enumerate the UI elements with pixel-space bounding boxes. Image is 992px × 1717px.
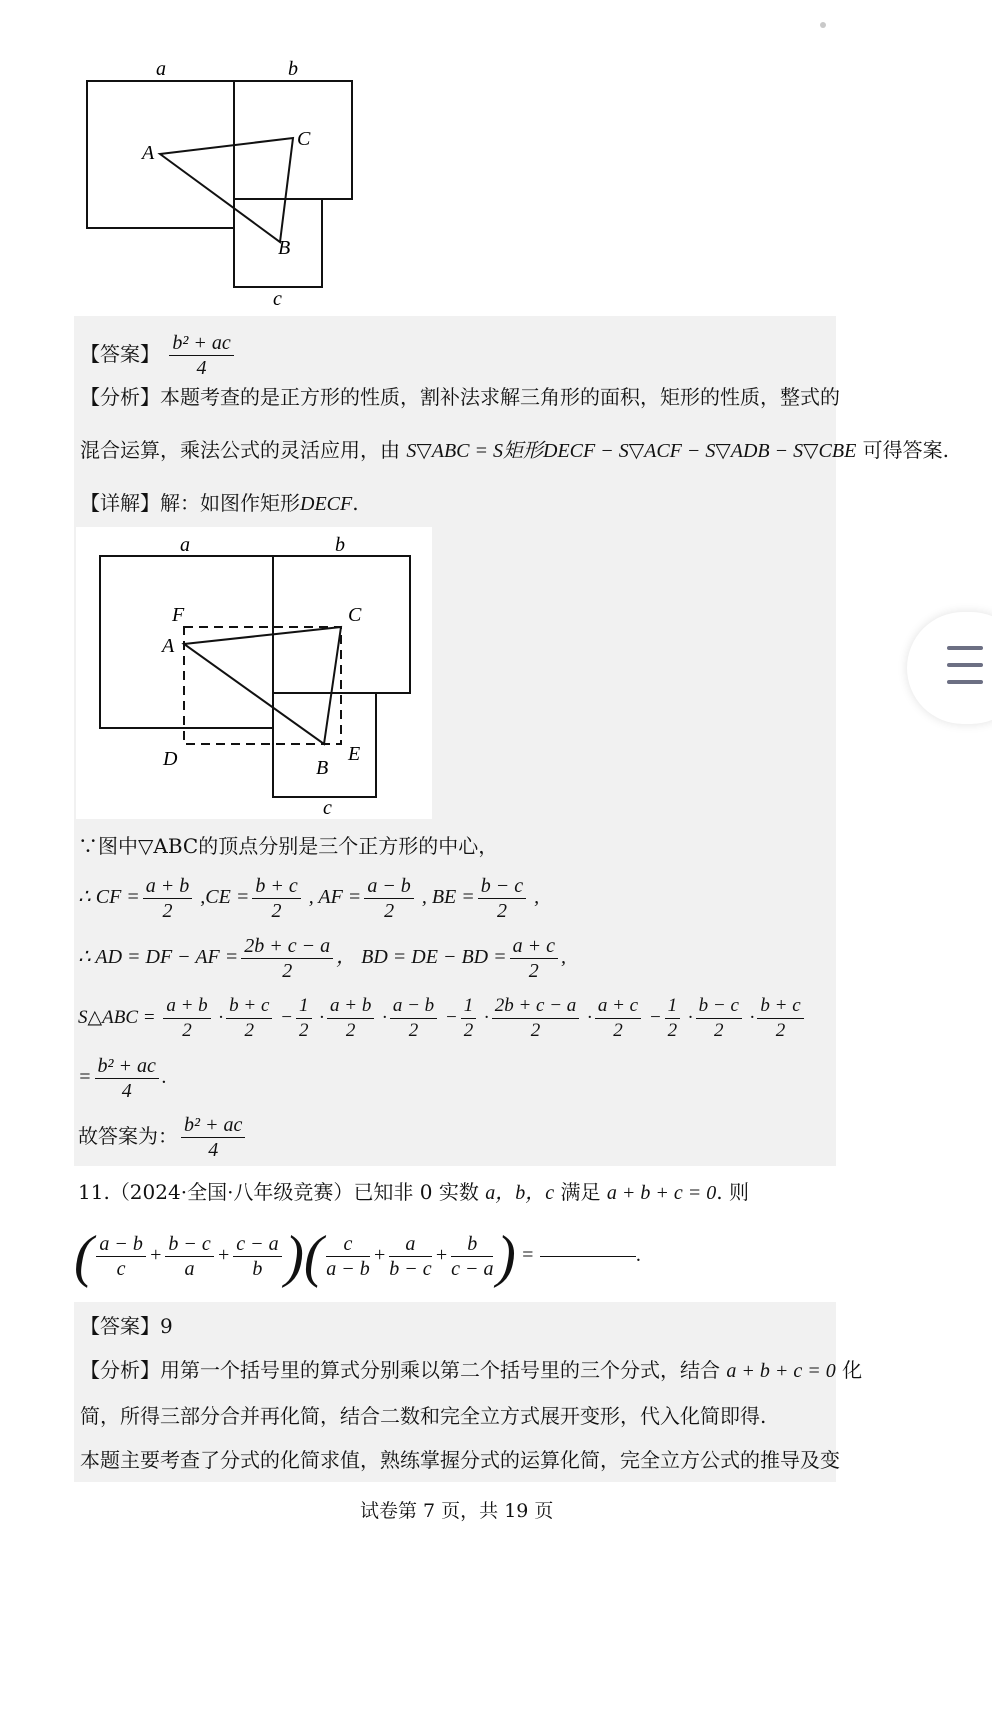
answer-label: 【答案】 [80,342,160,366]
label-C: C [297,128,311,150]
answer-line [80,331,237,380]
analysis-line-1: 【分析】本题考查的是正方形的性质，割补法求解三角形的面积，矩形的性质，整式的 [80,385,840,409]
analysis-2-line-2: 简，所得三部分合并再化简，结合二数和完全立方式展开变形，代入化简即得. [80,1404,767,1428]
label-c: c [273,288,282,310]
question-source: （2024·全国·八年级竞赛） [109,1180,354,1204]
ad-bd-line: ∴ AD = DF − AF = $\frac{2b + c - a}{2}$ ， BD = DE − BD = $\frac{a + c}{2}$ , [78,935,566,982]
menu-button[interactable] [907,612,992,724]
label2-F: F [172,604,185,626]
label2-c: c [323,797,332,819]
area-formula: S▽ABC = S矩形DECF − S▽ACF − S▽ADB − S▽CBE [406,440,857,462]
question-11-line: 11.（2024·全国·八年级竞赛）已知非 0 实数 a，b，c 满足 a + b + c = 0. 则 [78,1180,749,1204]
label2-b: b [335,534,345,556]
answer-blank[interactable] [540,1256,636,1257]
detail-label: 【详解】 [80,491,160,515]
question-11-expression: ( $\frac{a - b}{c}$ + $\frac{b - c}{a}$ + $\frac{c - a}{b}$ )( $\frac{c}{a - b}$ + $\frac{a}{b - c}$ + $\frac{b}{c - a}$ ) = . [74,1223,642,1289]
label2-B: B [316,757,329,779]
triangle-abc-2 [184,627,341,744]
page-footer: 试卷第 7 页，共 19 页 [360,1500,554,1522]
answer-2-line [80,1312,173,1340]
analysis-label: 【分析】 [80,385,160,409]
rectangle-decf-dashed [184,627,341,744]
figure-rectangle-decf [80,527,430,819]
label-B: B [278,237,291,259]
triangle-abc [160,138,293,242]
because-line: ∵图中▽ABC的顶点分别是三个正方形的中心， [78,834,499,858]
label2-D: D [163,748,178,770]
question-number: 11. [78,1180,110,1204]
square-a-2 [100,556,273,728]
result-line: = $\frac{\text{b² + ac}}{4}$ . [78,1055,167,1102]
final-answer-line: 故答案为： $\frac{\text{b² + ac}}{4}$ [78,1113,248,1162]
answer-2-label: 【答案】 [80,1314,160,1338]
answer-2-value: 9 [160,1314,173,1338]
analysis-2-line-3: 本题主要考查了分式的化简求值，熟练掌握分式的运算化简，完全立方公式的推导及变 [80,1448,840,1472]
cf-line: ∴ CF = $\frac{a + b}{2}$ ,CE = $\frac{b + c}{2}$ , AF = $\frac{a - b}{2}$ , BE = $\frac{b - c}{2}$ , [78,875,540,922]
label2-a: a [180,534,190,556]
figure-squares-triangle [80,55,380,315]
area-line: S△ABC = $\frac{a + b}{2}$ · $\frac{b + c}{2}$ − $\frac{1}{2}$ · $\frac{a + b}{2}$ · $\frac{a - b}{2}$ − $\frac{1}{2}$ · $\frac{2b + c - a}{2}$ · $\frac{a + c}{2}$ − $\frac{1}{2}$ · $\frac{b - c}{2}$ · $\frac{b + c}{2}$ [78,994,807,1043]
answer-fraction: $\frac{\text{b² + ac}}{4}$ [169,331,233,380]
label2-E: E [348,743,361,765]
label-a: a [156,58,166,80]
label-A: A [142,142,155,164]
label2-A: A [162,635,175,657]
analysis-line-2: 混合运算，乘法公式的灵活应用，由 S▽ABC = S矩形DECF − S▽ACF − S▽ADB − S▽CBE 可得答案. [80,438,949,462]
decoration-dot [820,22,826,28]
label-b: b [288,58,298,80]
detail-line: 【详解】解：如图作矩形DECF. [80,491,359,515]
analysis-2-label: 【分析】 [80,1358,160,1382]
label2-C: C [348,604,362,626]
analysis-2-line-1: 【分析】用第一个括号里的算式分别乘以第二个括号里的三个分式，结合 a + b + c = 0 化 [80,1358,863,1382]
